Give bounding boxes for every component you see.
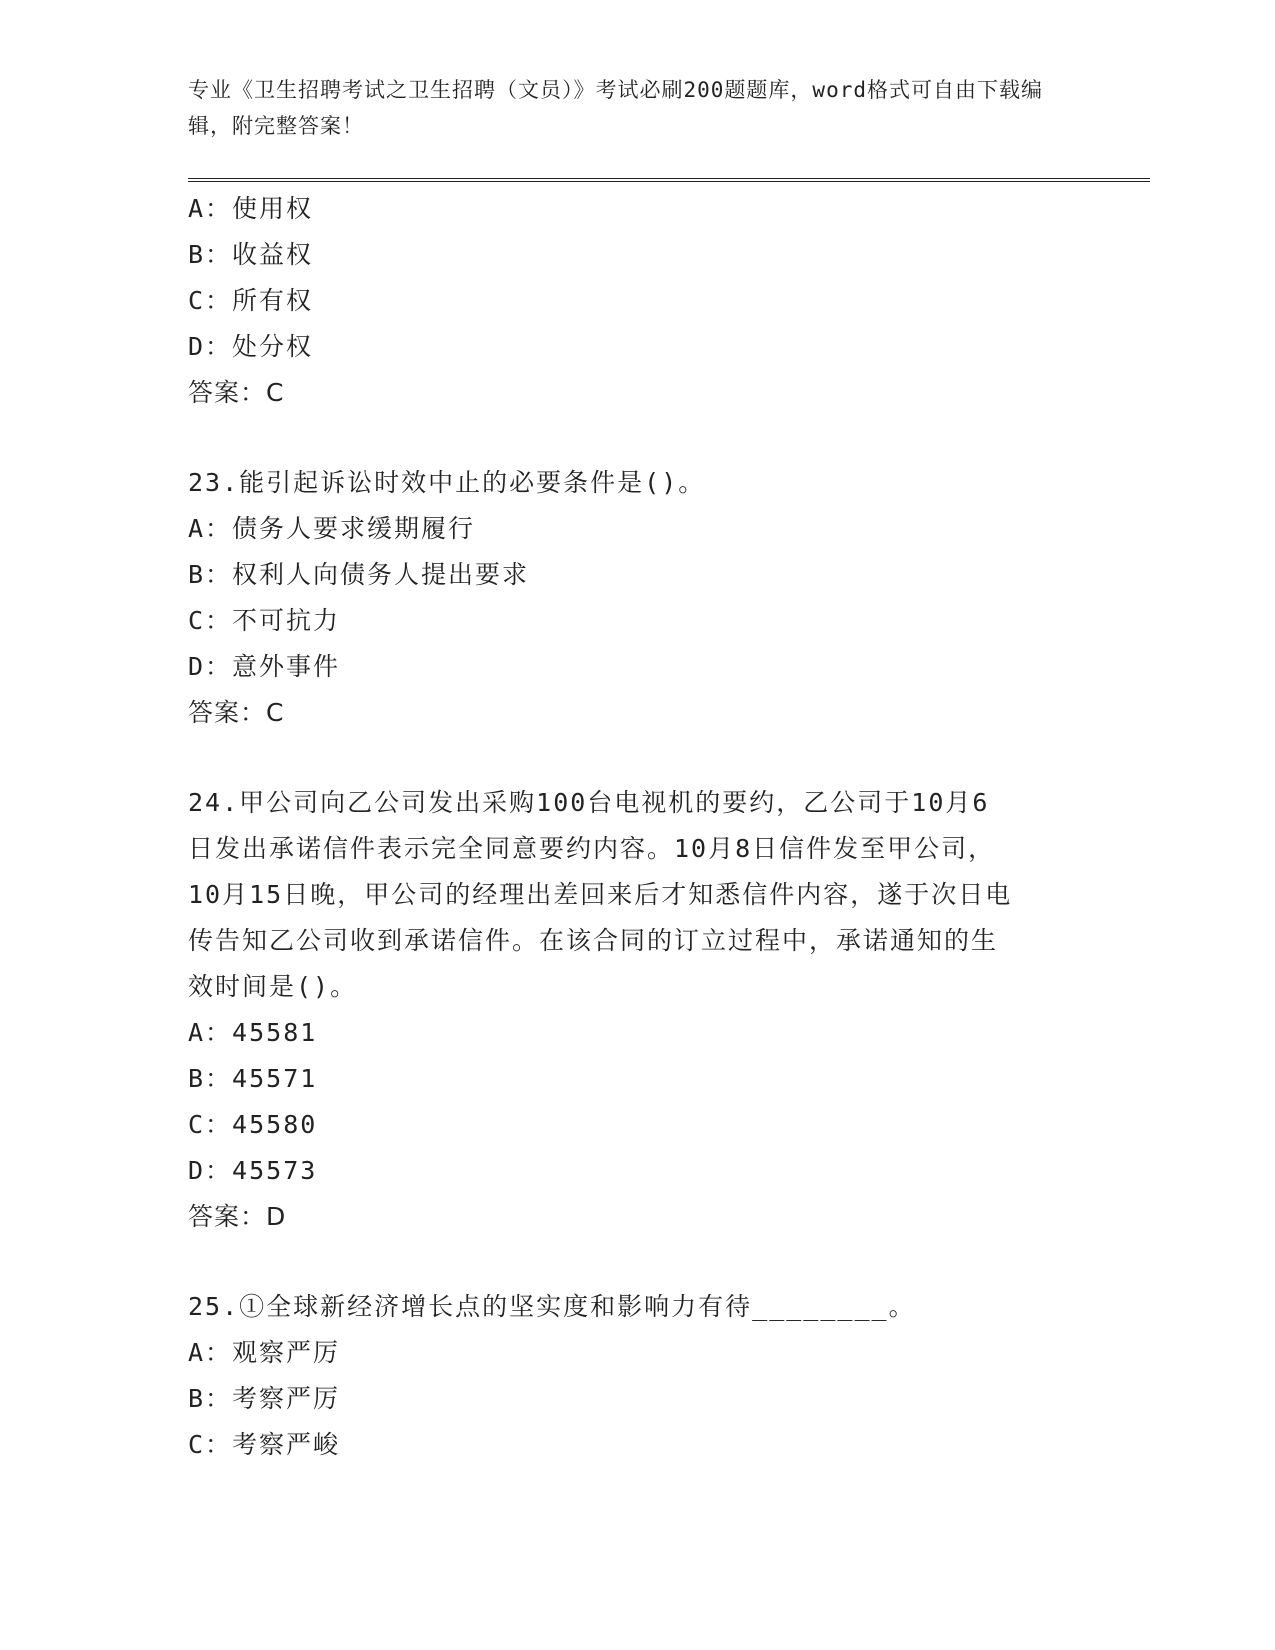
option-c: C：45580 <box>188 1110 318 1139</box>
option-a: A：债务人要求缓期履行 <box>188 514 476 543</box>
question-text-line: 日发出承诺信件表示完全同意要约内容。10月8日信件发至甲公司， <box>188 834 996 863</box>
option-d: D：45573 <box>188 1156 318 1185</box>
question-23 <box>188 460 1088 736</box>
answer: 答案：C <box>188 698 285 727</box>
option-d: D：意外事件 <box>188 652 341 681</box>
question-text: 25.①全球新经济增长点的坚实度和影响力有待________。 <box>188 1292 916 1321</box>
option-b: B：收益权 <box>188 240 314 269</box>
answer: 答案：C <box>188 378 285 407</box>
option-b: B：考察严厉 <box>188 1384 341 1413</box>
question-24 <box>188 780 1088 1240</box>
header-rule-top <box>188 178 1150 179</box>
header-rule-bottom <box>188 181 1150 182</box>
option-b: B：权利人向债务人提出要求 <box>188 560 530 589</box>
document-header: 专业《卫生招聘考试之卫生招聘（文员）》考试必刷200题题库，word格式可自由下载编辑，附完整答案！ <box>188 78 1043 138</box>
option-c: C：考察严峻 <box>188 1430 341 1459</box>
question-list <box>188 186 1088 1468</box>
question-22 <box>188 186 1088 416</box>
option-a: A：观察严厉 <box>188 1338 341 1367</box>
option-d: D：处分权 <box>188 332 314 361</box>
option-c: C：所有权 <box>188 286 314 315</box>
question-25 <box>188 1284 1088 1468</box>
answer: 答案：D <box>188 1202 287 1231</box>
question-text-line: 效时间是()。 <box>188 972 358 1001</box>
question-text: 23.能引起诉讼时效中止的必要条件是()。 <box>188 468 706 497</box>
question-text-line: 24.甲公司向乙公司发出采购100台电视机的要约，乙公司于10月6 <box>188 788 990 817</box>
question-text-line: 传告知乙公司收到承诺信件。在该合同的订立过程中，承诺通知的生 <box>188 926 999 955</box>
option-a: A：45581 <box>188 1018 318 1047</box>
option-c: C：不可抗力 <box>188 606 341 635</box>
option-b: B：45571 <box>188 1064 318 1093</box>
question-text-line: 10月15日晚，甲公司的经理出差回来后才知悉信件内容，遂于次日电 <box>188 880 1013 909</box>
option-a: A：使用权 <box>188 194 314 223</box>
